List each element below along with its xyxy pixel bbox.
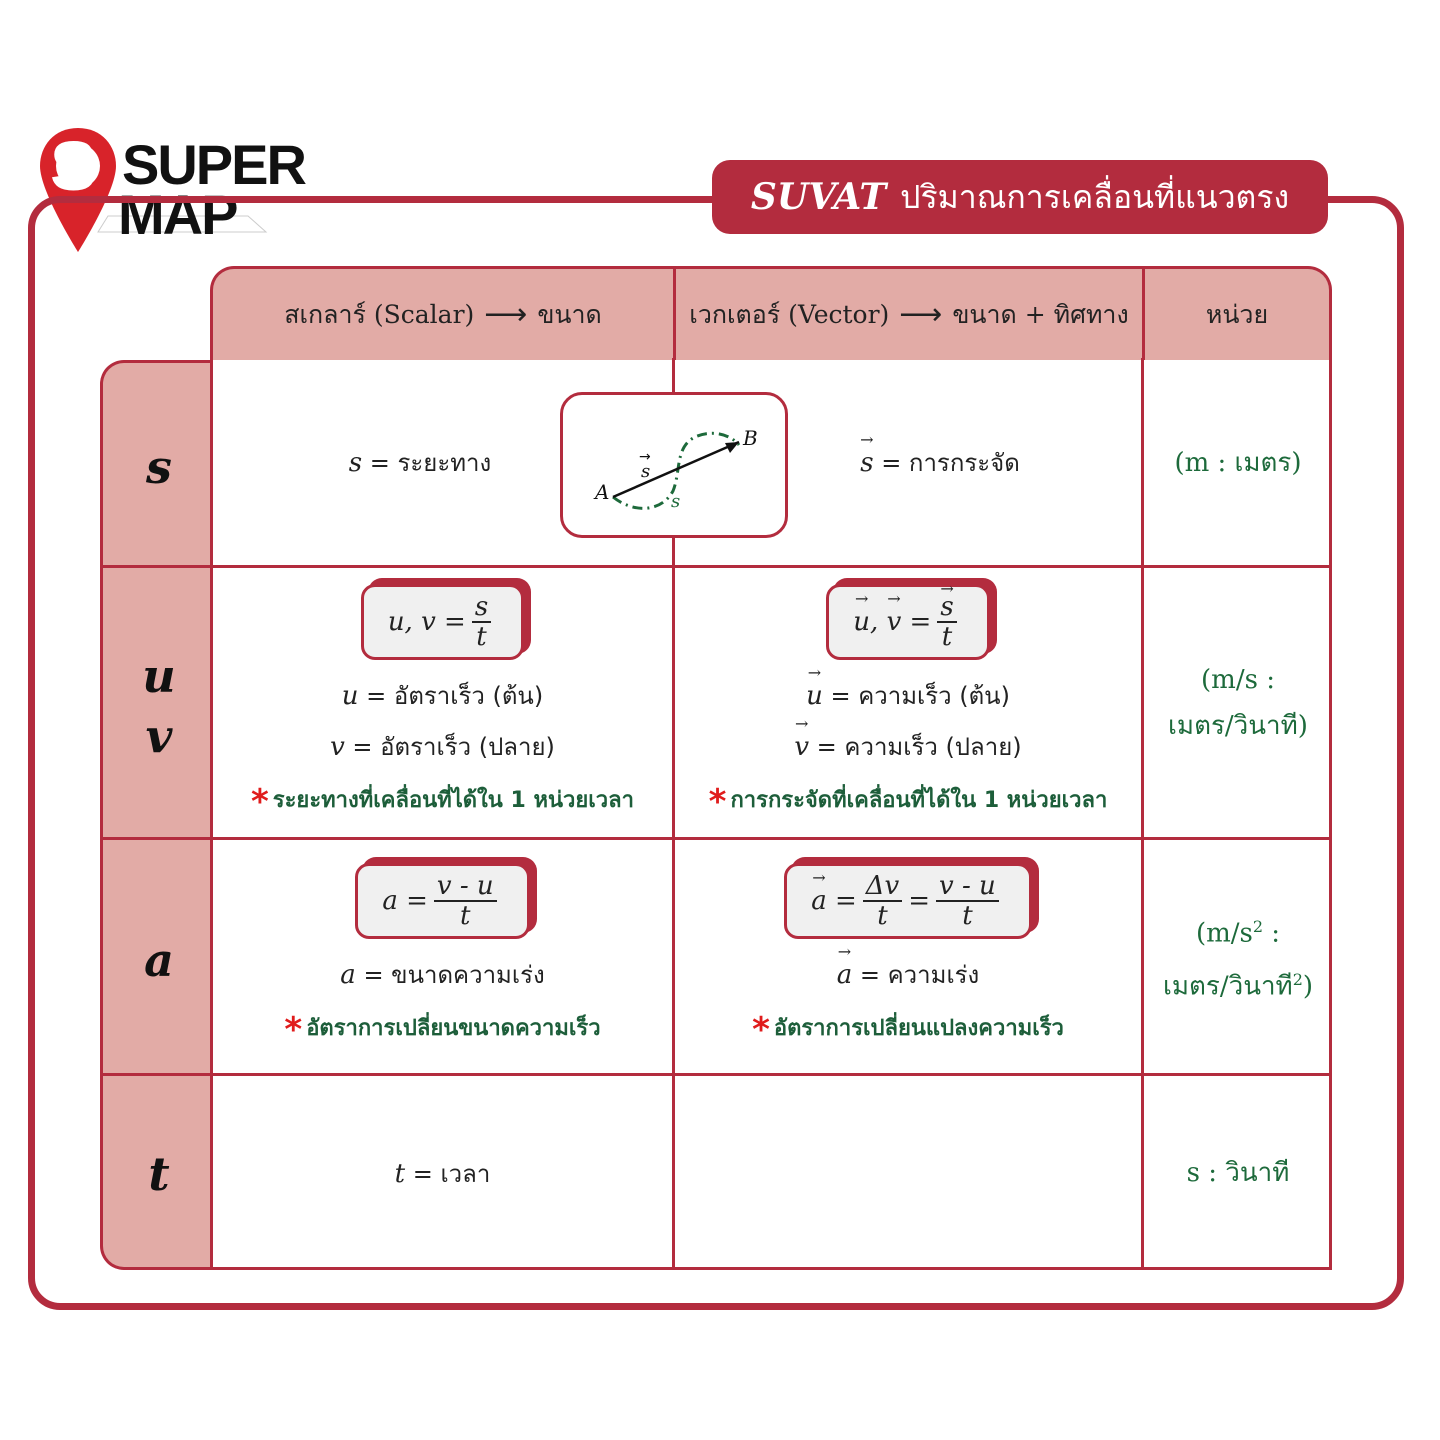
uv-scalar-lhs: u, v =: [387, 606, 466, 637]
vec-u: → u: [853, 607, 870, 637]
logo-s: S: [50, 127, 95, 205]
arrow-right-icon: ⟶: [484, 297, 528, 332]
a-vector-cell: [675, 840, 1141, 1073]
title-suvat: SUVAT: [750, 176, 887, 218]
v-scalar-def: v = อัตราเร็ว (ปลาย): [330, 731, 555, 762]
fraction: $\frac{v - u}{t}$: [434, 872, 497, 930]
a-vector-formula: → a = $\frac{\Delta v}{t}$ = $\frac{v - u}{t}$: [784, 863, 1032, 939]
a-scalar-def: a = ขนาดความเร่ง: [340, 960, 545, 990]
row-label-s: s: [146, 439, 172, 494]
star-icon: *: [752, 1010, 770, 1050]
row-label-v: v: [145, 709, 173, 763]
uv-scalar-formula: [361, 584, 524, 660]
a-vector-def: → a = ความเร่ง: [837, 955, 980, 994]
a-unit-cell: [1144, 840, 1332, 1073]
t-scalar-def: t = เวลา: [394, 1158, 491, 1189]
row-label-u: u: [142, 649, 176, 703]
page-title: [712, 160, 1328, 234]
star-icon: *: [284, 1010, 303, 1050]
point-a-label: A: [595, 480, 610, 504]
uv-vector-note: * การกระจัดที่เคลื่อนที่ได้ใน 1 หน่วยเวลา: [708, 781, 1108, 822]
a-unit-line1: ($m/s^2$ :: [1195, 916, 1281, 949]
path-s-label: s: [671, 491, 681, 512]
a-vector-note: * อัตราการเปลี่ยนแปลงความเร็ว: [752, 1010, 1064, 1050]
uv-scalar-note: * ระยะทางที่เคลื่อนที่ได้ใน 1 หน่วยเวลา: [251, 781, 634, 822]
uv-unit-line1: (m/s :: [1201, 664, 1275, 695]
s-unit-cell: [1144, 360, 1332, 565]
fraction: $\frac{s}{t}$: [472, 593, 491, 651]
header-vector-meaning: ขนาด + ทิศทาง: [952, 299, 1129, 329]
header-vector: [676, 269, 1145, 360]
vector-s-label: s: [641, 461, 651, 482]
logo-line1: SUPER: [122, 133, 305, 196]
a-scalar-formula: a = $\frac{v - u}{t}$: [355, 863, 529, 939]
uv-scalar-cell: [213, 568, 672, 837]
uv-vector-formula: → u , → v = → $\frac{s}{t}$: [826, 584, 989, 660]
v-vector-def: → v = ความเร็ว (ปลาย): [794, 727, 1021, 766]
s-vector-def: → s = การกระจัด: [860, 443, 1020, 482]
t-scalar-cell: [213, 1076, 672, 1270]
vector-arrow-icon: →: [639, 449, 651, 465]
arrow-right-icon: ⟶: [899, 297, 943, 332]
s-unit: (m : เมตร): [1174, 447, 1302, 478]
displacement-diagram: [560, 392, 788, 538]
uv-unit-line2: เมตร/วินาที): [1168, 710, 1308, 741]
point-b-label: B: [743, 426, 758, 450]
table-header: [210, 266, 1332, 360]
u-vector-def: → u = ความเร็ว (ต้น): [806, 676, 1010, 715]
fraction: $\frac{v - u}{t}$: [936, 872, 999, 930]
uv-vector-cell: [675, 568, 1141, 837]
header-scalar-meaning: ขนาด: [537, 299, 602, 329]
star-icon: *: [708, 781, 727, 822]
fraction: → $\frac{s}{t}$: [937, 593, 956, 651]
row-label-t: t: [148, 1147, 170, 1201]
row-label-column: [100, 360, 212, 1270]
u-scalar-def: u = อัตราเร็ว (ต้น): [341, 680, 544, 711]
s-scalar-cell: [300, 360, 540, 565]
header-unit: หน่วย: [1205, 299, 1269, 329]
a-unit-line2: เมตร/วินาที$^2$): [1162, 969, 1314, 1002]
header-scalar-label: สเกลาร์ (Scalar): [284, 299, 475, 329]
row-label-uv: [103, 570, 215, 842]
star-icon: *: [251, 781, 269, 822]
a-scalar-cell: [213, 840, 672, 1073]
a-scalar-note: * อัตราการเปลี่ยนขนาดความเร็ว: [284, 1010, 601, 1050]
vec-v: → v: [887, 607, 902, 637]
s-vector-cell: [800, 360, 1080, 565]
header-scalar: [213, 269, 676, 360]
title-text: ปริมาณการเคลื่อนที่แนวตรง: [900, 177, 1290, 216]
header-vector-label: เวกเตอร์ (Vector): [689, 299, 890, 329]
t-unit: s : วินาที: [1186, 1158, 1290, 1188]
uv-unit-cell: [1144, 568, 1332, 837]
s-scalar-def: s = ระยะทาง: [348, 448, 492, 478]
row-label-a: a: [144, 933, 174, 987]
t-unit-cell: [1144, 1076, 1332, 1270]
fraction: $\frac{\Delta v}{t}$: [863, 872, 902, 930]
logo-line2: MAP: [118, 183, 237, 246]
